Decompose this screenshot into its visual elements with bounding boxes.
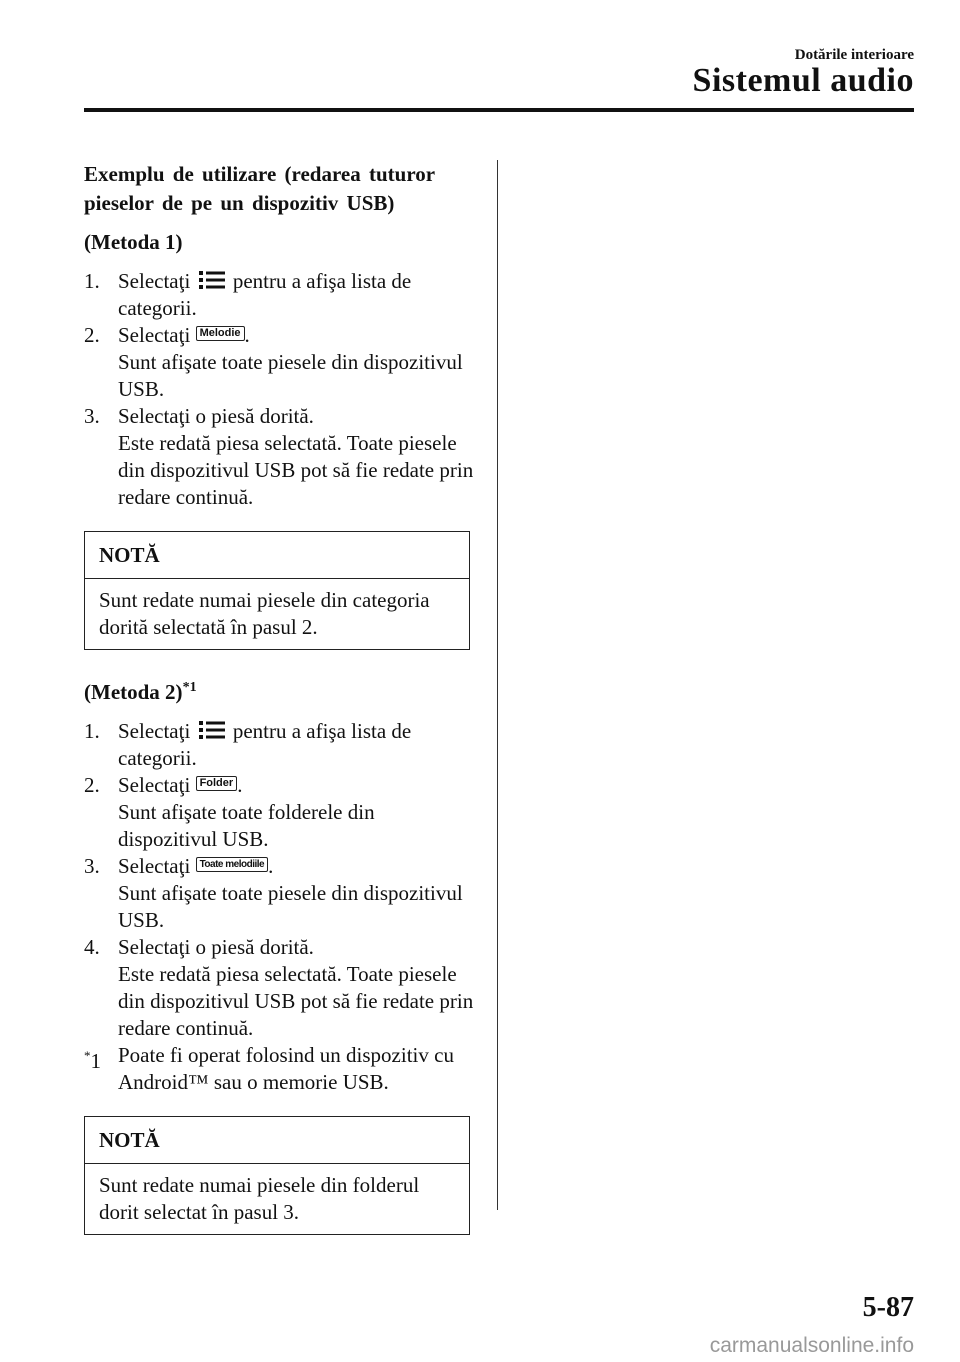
method-1-step-2 [84,322,474,349]
page-number: 5-87 [862,1292,914,1323]
step-text: Selectaţi [118,854,191,878]
step-text: . [244,323,250,347]
step-number: 3. [84,854,100,878]
step-text: pentru a afişa lista de categorii. [118,719,412,770]
step-text: Selectaţi [118,269,191,293]
column-divider [497,160,498,1210]
method-1-step-3 [84,403,474,430]
step-result: Sunt afişate toate folderele din dispozitivul USB. [118,800,375,851]
note-text: Sunt redate numai piesele din folderul dorit selectat în pasul 3. [99,1173,420,1224]
footnote [84,1042,474,1096]
note-text: Sunt redate numai piesele din categoria dorită selectată în pasul 2. [99,588,430,639]
method-1-heading: (Metoda 1) [84,230,183,254]
step-text: Selectaţi [118,719,191,743]
method-2-label: (Metoda 2) [84,680,183,704]
step-result: Sunt afişate toate piesele din dispozitivul USB. [118,350,463,401]
folder-button[interactable]: Folder [196,776,238,791]
step-text: Selectaţi o piesă dorită. [118,404,314,428]
step-text: Selectaţi [118,773,191,797]
method-1-step-1 [84,268,474,322]
footnote-text: Poate fi operat folosind un dispozitiv cu Android™ sau o memorie USB. [118,1043,454,1094]
melodie-button[interactable]: Melodie [196,326,245,341]
footnote-marker: *1 [84,1048,101,1073]
step-text: . [237,773,243,797]
step-result: Este redată piesa selectată. Toate piesele din dispozitivul USB pot să fie redate prin redare continuă. [118,431,474,509]
step-text: pentru a afişa lista de categorii. [118,269,412,320]
step-number: 3. [84,404,100,428]
step-number: 4. [84,935,100,959]
list-icon[interactable] [198,270,226,290]
method-2-heading [84,674,474,706]
method-2-step-2 [84,772,474,799]
list-icon[interactable] [198,720,226,740]
step-result: Sunt afişate toate piesele din dispozitivul USB. [118,881,463,932]
step-text: Selectaţi o piesă dorită. [118,935,314,959]
note-box-2 [84,1116,470,1235]
method-2-step-4 [84,934,474,961]
note-heading: NOTĂ [85,1117,469,1164]
example-title: Exemplu de utilizare (redarea tuturor pieselor de pe un dispozitiv USB) [84,162,435,215]
step-number: 2. [84,323,100,347]
footnote-ref: *1 [182,680,197,695]
header-rule [84,108,914,112]
method-2-step-3 [84,853,474,880]
note-box-1 [84,531,470,650]
step-number: 2. [84,773,100,797]
step-result: Este redată piesa selectată. Toate piesele din dispozitivul USB pot să fie redate prin redare continuă. [118,962,474,1040]
step-number: 1. [84,269,100,293]
step-text: . [268,854,274,878]
step-text: Selectaţi [118,323,191,347]
all-songs-button[interactable]: Toate melodiile [196,857,269,872]
main-column [84,160,474,1259]
section-label: Dotările interioare [794,47,914,63]
page-title: Sistemul audio [692,62,914,99]
step-number: 1. [84,719,100,743]
watermark: carmanualsonline.info [709,1334,914,1357]
note-heading: NOTĂ [85,532,469,579]
method-2-step-1 [84,718,474,772]
